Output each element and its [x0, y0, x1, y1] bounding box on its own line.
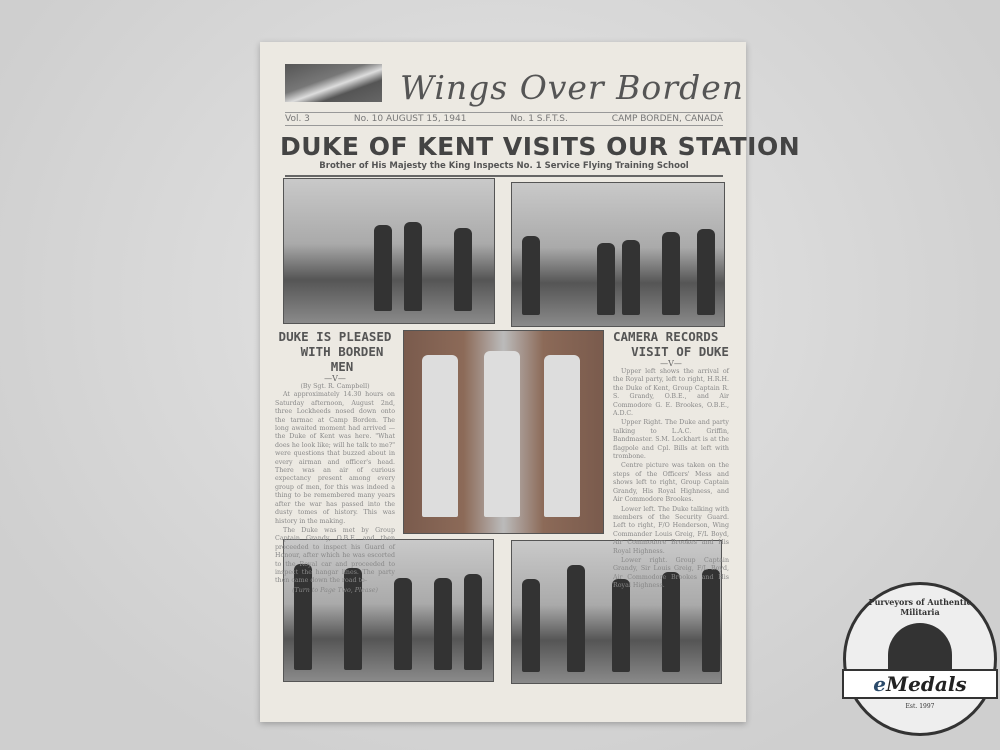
separator: —V—	[324, 374, 346, 383]
article-heading: DUKE IS PLEASED WITH BORDEN MEN	[278, 329, 392, 374]
continued-note: (Turn to Page Two, Please)	[292, 586, 378, 594]
unit: No. 1 S.F.T.S.	[510, 114, 568, 124]
photo-centre	[403, 330, 604, 534]
subheadline: Brother of His Majesty the King Inspects No. 1 Service Flying Training School	[319, 161, 689, 171]
volume: Vol. 3	[285, 114, 310, 124]
place: CAMP BORDEN, CANADA	[611, 114, 723, 124]
divider	[285, 175, 723, 177]
logo-motto: Purveyors of Authentic Militaria	[868, 597, 972, 617]
newspaper-page	[260, 42, 801, 722]
right-article	[613, 329, 729, 592]
newspaper-title: Wings Over Borden	[400, 68, 744, 107]
photo-upper-right	[511, 182, 725, 327]
photo-upper-left	[283, 178, 495, 324]
issue-date: No. 10 AUGUST 15, 1941	[353, 114, 467, 124]
left-article	[275, 329, 395, 595]
separator: —V—	[660, 359, 682, 368]
dateline	[285, 112, 723, 126]
headline: DUKE OF KENT VISITS OUR STATION	[280, 132, 801, 161]
byline: (By Sgt. R. Campbell)	[300, 383, 370, 390]
article-body: (By Sgt. R. Campbell) At approximately 14.30 hours on Saturday afternoon, August 2nd, three Lockheeds nosed down onto the tarmac at Camp Borden. The long awaited moment had arrived —the Duke of Kent was here. "What does he look like; will he talk to me?" were questions that buzzed about in every airman and officer's head. There was an air of curious expectancy present among every group of men, for this was indeed a thing to be remembered many years after the war has passed into the dusty tomes of history. This was history in the making. The Duke was met by Group Captain Grandy, O.B.E. and then proceeded to inspect his Guard of Honour, after which he was escorted to the Royal car and proceeded to inspect the hangar lines. The party then came down the road to- (Turn to Page Two, Please)	[275, 383, 395, 594]
horse-emblem-icon	[888, 623, 952, 669]
logo-brand: eMedals	[842, 669, 998, 699]
airplane-illustration	[285, 64, 382, 102]
logo-established: Est. 1997	[905, 703, 935, 710]
article-heading: CAMERA RECORDS VISIT OF DUKE	[613, 329, 729, 359]
emedals-watermark-logo	[843, 582, 997, 736]
article-body: Upper left shows the arrival of the Royal party, left to right, H.R.H. the Duke of Kent, Group Captain R. S. Grandy, O.B.E., and Air Commodore G. E. Brookes, O.B.E., A.D.C. Upper Right. The Duke and party talking to L.A.C. Griffin, Bandmaster. S.M. Lockhart is at the flagpole and Cpl. Bills at left with trombone. Centre picture was taken on the steps of the Officers' Mess and shows left to right, Group Captain Grandy, His Royal Highness, and Air Commodore Brookes. Lower left. The Duke talking with members of the Security Guard. Left to right, F/O Henderson, Wing Commander Louis Greig, F/L Boyd, Air Commodore Brookes and His Royal Highness. Lower right. Group Captain Grandy, Sir Louis Greig, F/L Boyd, Air Commodore Brookes and His Royal Highness.	[613, 368, 729, 590]
